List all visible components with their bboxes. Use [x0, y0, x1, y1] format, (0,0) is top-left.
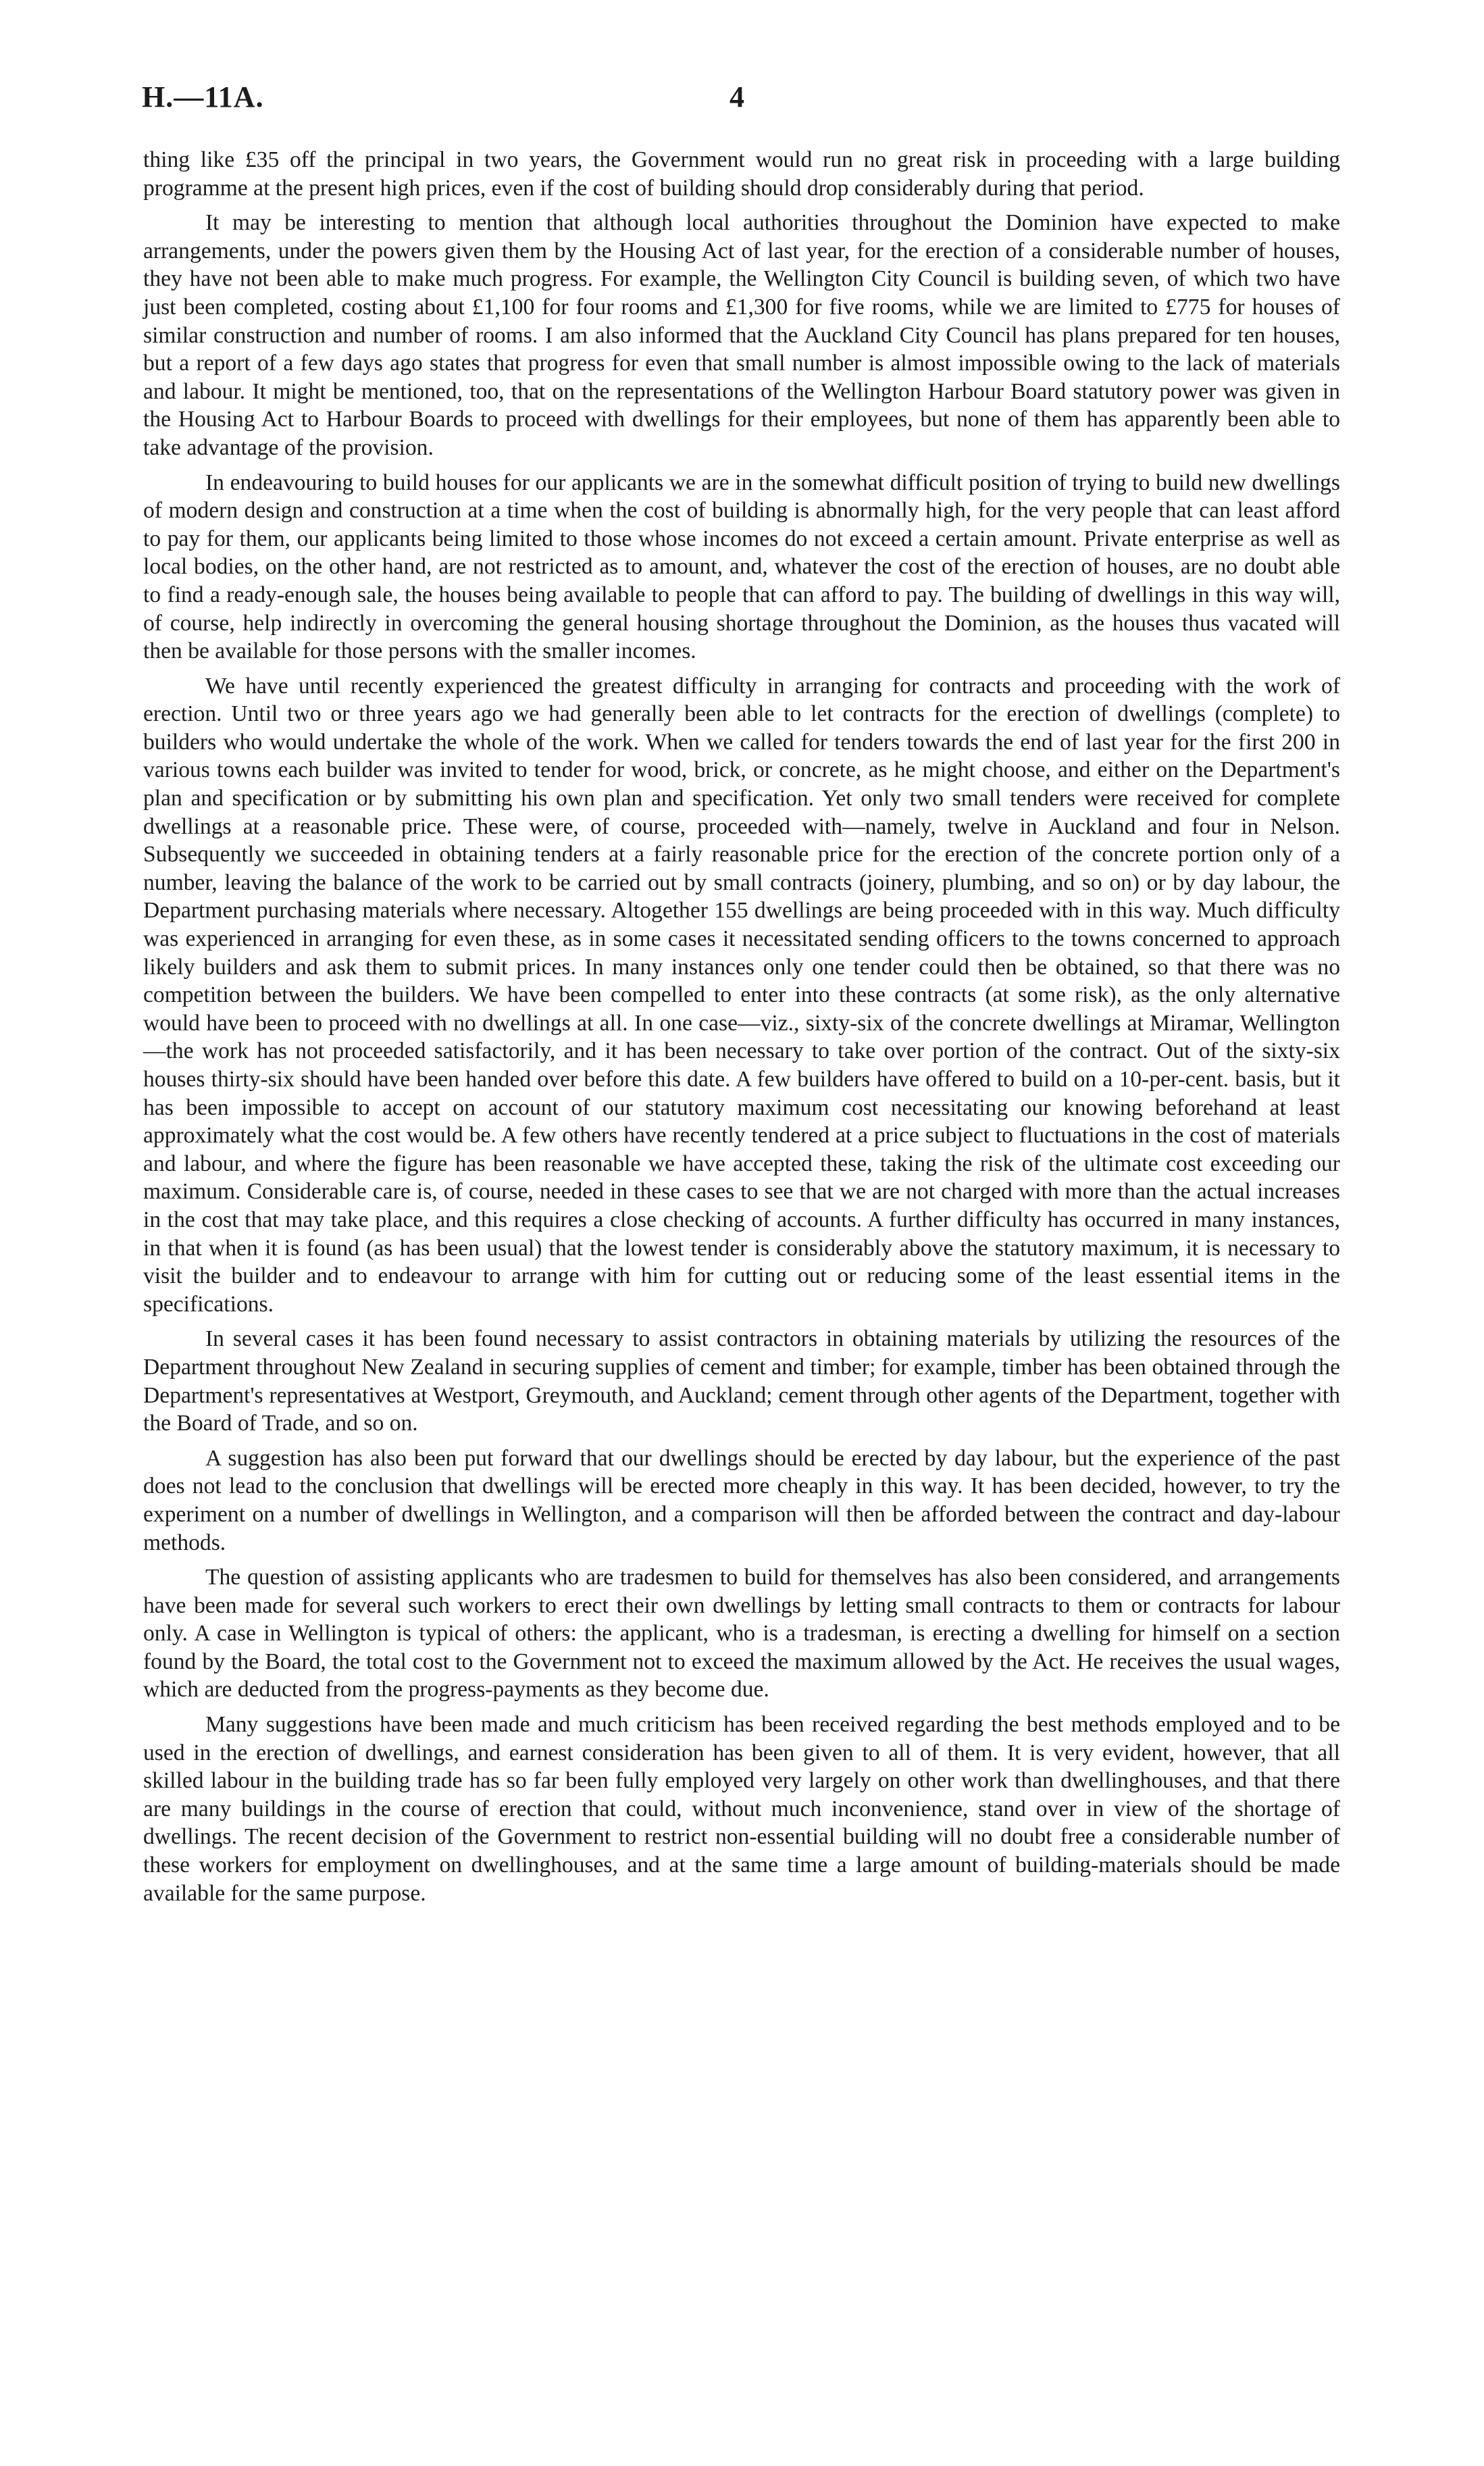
- paragraph-contracts: We have until recently experienced the greatest difficulty in arranging for contracts and proceeding with the work of erection. Until two or three years ago we had generally been able to let contracts for the erection of dwellings (complete) to builders who would undertake the whole of the work. When we called for tenders towards the end of last year for the first 200 in various towns each builder was invited to tender for wood, brick, or concrete, as he might choose, and either on the Department's plan and specification or by submitting his own plan and specification. Yet only two small tenders were received for complete dwellings at a reasonable price. These were, of course, proceeded with—namely, twelve in Auckland and four in Nelson. Subsequently we succeeded in obtaining tenders at a fairly reasonable price for the erection of the concrete portion only of a number, leaving the balance of the work to be carried out by small contracts (joinery, plumbing, and so on) or by day labour, the Department purchasing materials where necessary. Altogether 155 dwellings are being proceeded with in this way. Much difficulty was experienced in arranging for even these, as in some cases it necessitated sending officers to the towns concerned to approach likely builders and ask them to submit prices. In many instances only one tender could then be obtained, so that there was no competition between the builders. We have been compelled to enter into these contracts (at some risk), as the only alternative would have been to proceed with no dwellings at all. In one case—viz., sixty-six of the concrete dwellings at Miramar, Wellington—the work has not proceeded satisfactorily, and it has been necessary to take over portion of the contract. Out of the sixty-six houses thirty-six should have been handed over before this date. A few builders have offered to build on a 10-per-cent. basis, but it has been impossible to accept on account of our statutory maximum cost necessitating our knowing beforehand at least approximately what the cost would be. A few others have recently tendered at a price subject to fluctuations in the cost of materials and labour, and where the figure has been reasonable we have accepted these, taking the risk of the ultimate cost exceeding our maximum. Considerable care is, of course, needed in these cases to see that we are not charged with more than the actual increases in the cost that may take place, and this requires a close checking of accounts. A further difficulty has occurred in many instances, in that when it is found (as has been usual) that the lowest tender is considerably above the statutory maximum, it is necessary to visit the builder and to endeavour to arrange with him for cutting out or reducing some of the least essential items in the specifications.: [143, 673, 1340, 1317]
- paragraph-tradesmen: The question of assisting applicants who are tradesmen to build for themselves has also been considered, and arrangements have been made for several such workers to erect their own dwellings by letting small contracts to them or contracts for labour only. A case in Wellington is typical of others: the applicant, who is a tradesman, is erecting a dwelling for himself on a section found by the Board, the total cost to the Government not to exceed the maximum allowed by the Act. He receives the usual wages, which are deducted from the progress-payments as they become due.: [143, 1565, 1340, 1703]
- paragraph-continuation: thing like £35 off the principal in two years, the Government would run no great risk in proceeding with a large building programme at the present high prices, even if the cost of building should drop considerably during that period.: [143, 147, 1340, 201]
- report-reference: H.—11A.: [142, 80, 264, 114]
- paragraph-materials: In several cases it has been found necessary to assist contractors in obtaining materials by utilizing the resources of the Department throughout New Zealand in securing supplies of cement and timber; for example, timber has been obtained through the Department's representatives at Westport, Greymouth, and Auckland; cement through other agents of the Department, together with the Board of Trade, and so on.: [143, 1326, 1340, 1436]
- body-text: [143, 146, 1340, 1914]
- paragraph-local-authorities: It may be interesting to mention that although local authorities throughout the Dominion have expected to make arrangements, under the powers given them by the Housing Act of last year, for the erection of a considerable number of houses, they have not been able to make much progress. For example, the Wellington City Council is building seven, of which two have just been completed, costing about £1,100 for four rooms and £1,300 for five rooms, while we are limited to £775 for houses of similar construction and number of rooms. I am also informed that the Auckland City Council has plans prepared for ten houses, but a report of a few days ago states that progress for even that small number is almost impossible owing to the lack of materials and labour. It might be mentioned, too, that on the representations of the Wellington Harbour Board statutory power was given in the Housing Act to Harbour Boards to proceed with dwellings for their employees, but none of them has apparently been able to take advantage of the provision.: [143, 210, 1340, 460]
- page-header: [142, 80, 1341, 127]
- paragraph-suggestions: Many suggestions have been made and much criticism has been received regarding the best methods employed and to be used in the erection of dwellings, and earnest consideration has been given to all of them. It is very evident, however, that all skilled labour in the building trade has so far been fully employed very largely on other work than dwellinghouses, and that there are many buildings in the course of erection that could, without much inconvenience, stand over in view of the shortage of dwellings. The recent decision of the Government to restrict non-essential building will no doubt free a considerable number of these workers for employment on dwellinghouses, and at the same time a large amount of building-materials should be made available for the same purpose.: [143, 1712, 1340, 1906]
- paragraph-building-houses: In endeavouring to build houses for our applicants we are in the somewhat difficult position of trying to build new dwellings of modern design and construction at a time when the cost of building is abnormally high, for the very people that can least afford to pay for them, our applicants being limited to those whose incomes do not exceed a certain amount. Private enterprise as well as local bodies, on the other hand, are not restricted as to amount, and, whatever the cost of the erection of houses, are no doubt able to find a ready-enough sale, the houses being available to people that can afford to pay. The building of dwellings in this way will, of course, help indirectly in overcoming the general housing shortage throughout the Dominion, as the houses thus vacated will then be available for those persons with the smaller incomes.: [143, 470, 1340, 664]
- page-number: 4: [730, 80, 744, 114]
- paragraph-day-labour: A suggestion has also been put forward that our dwellings should be erected by day labour, but the experience of the past does not lead to the conclusion that dwellings will be erected more cheaply in this way. It has been decided, however, to try the experiment on a number of dwellings in Wellington, and a comparison will then be afforded between the contract and day-labour methods.: [143, 1445, 1340, 1555]
